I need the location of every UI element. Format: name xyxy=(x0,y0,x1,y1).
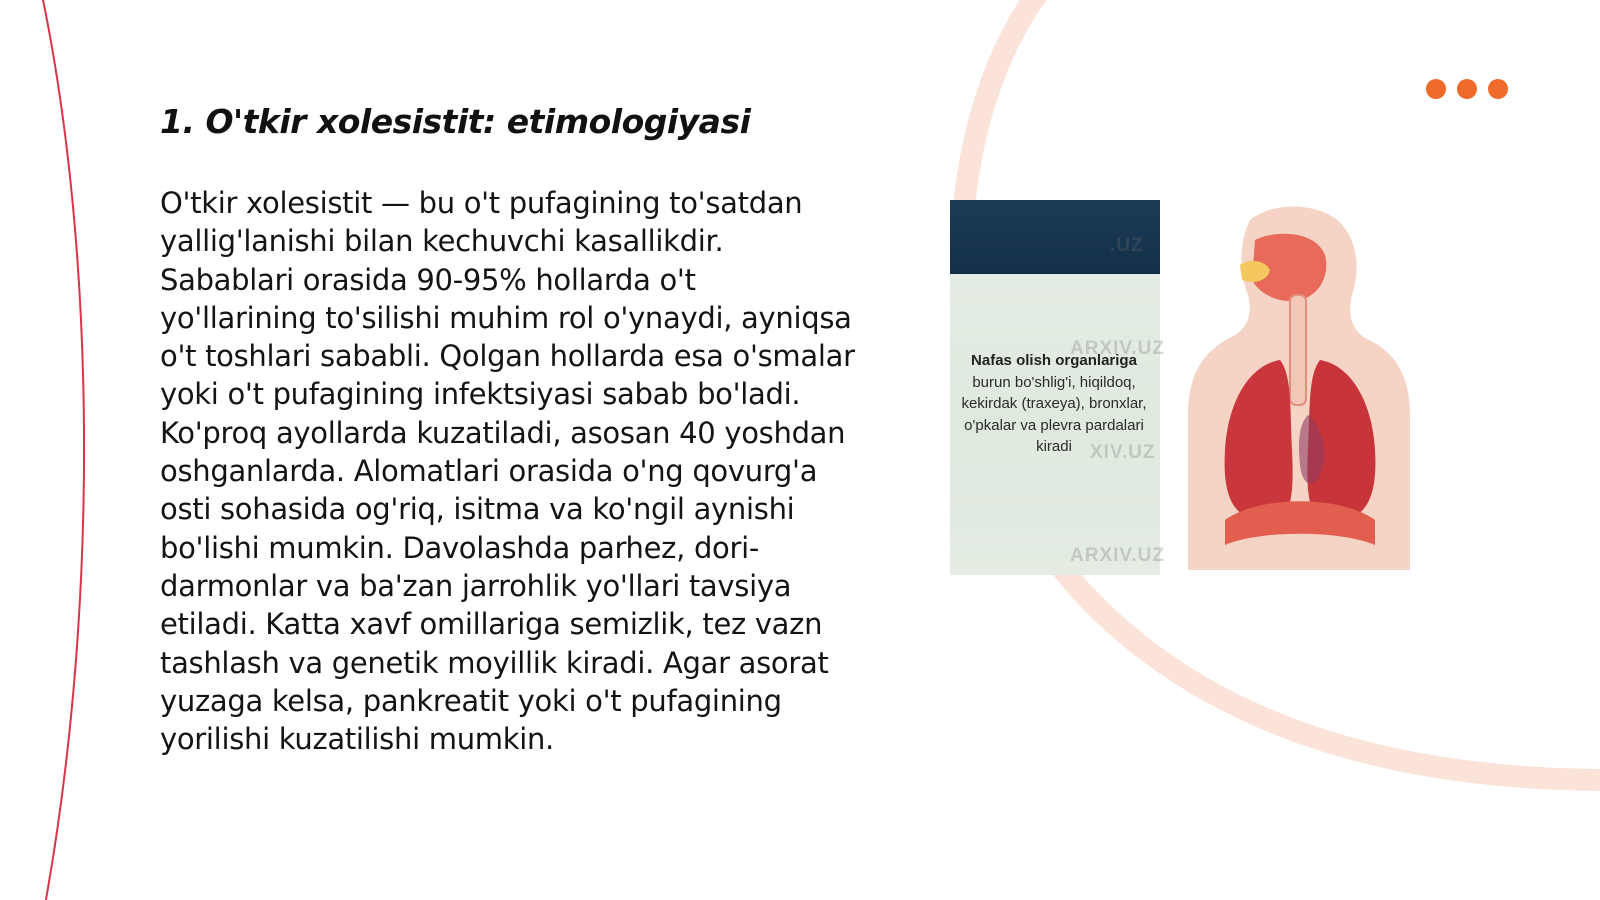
watermark: ARXIV.UZ xyxy=(1070,545,1165,566)
slide-title: 1. O'tkir xolesistit: etimologiyasi xyxy=(160,102,751,141)
watermark: XIV.UZ xyxy=(1090,442,1156,463)
dot xyxy=(1426,79,1446,99)
watermark: ARXIV.UZ xyxy=(1070,338,1165,359)
caption-rest: burun bo'shlig'i, hiqildoq, kekirdak (traxeya), bronxlar, o'pkalar va plevra pardalari kiradi xyxy=(961,373,1147,455)
caption-bold: Nafas olish organlariga xyxy=(971,352,1137,369)
anatomy-illustration xyxy=(1180,200,1420,575)
dot xyxy=(1457,79,1477,99)
watermark: .UZ xyxy=(1110,235,1144,256)
dot xyxy=(1488,79,1508,99)
respiratory-system-figure xyxy=(950,200,1450,580)
more-dots-icon xyxy=(1426,79,1508,99)
slide-body-text: O'tkir xolesistit — bu o't pufagining to'satdan yallig'lanishi bilan kechuvchi kasallikdir. Sabablari orasida 90-95% hollarda o't yo'llarining to'silishi muhim rol o'ynaydi, ayniqsa o't toshlari sababli. Qolgan hollarda esa o'smalar yoki o't pufagining infektsiyasi sabab bo'ladi. Ko'proq ayollarda kuzatiladi, asosan 40 yoshdan oshganlarda. Alomatlari orasida o'ng qovurg'a osti sohasida og'riq, isitma va ko'ngil aynishi bo'lishi mumkin. Davolashda parhez, dori-darmonlar va ba'zan jarrohlik yo'llari tavsiya etiladi. Katta xavf omillariga semizlik, tez vazn tashlash va genetik moyillik kiradi. Agar asorat yuzaga kelsa, pankreatit yoki o't pufagining yorilishi kuzatilishi mumkin. xyxy=(160,186,855,757)
decorative-left-curve xyxy=(42,0,84,900)
